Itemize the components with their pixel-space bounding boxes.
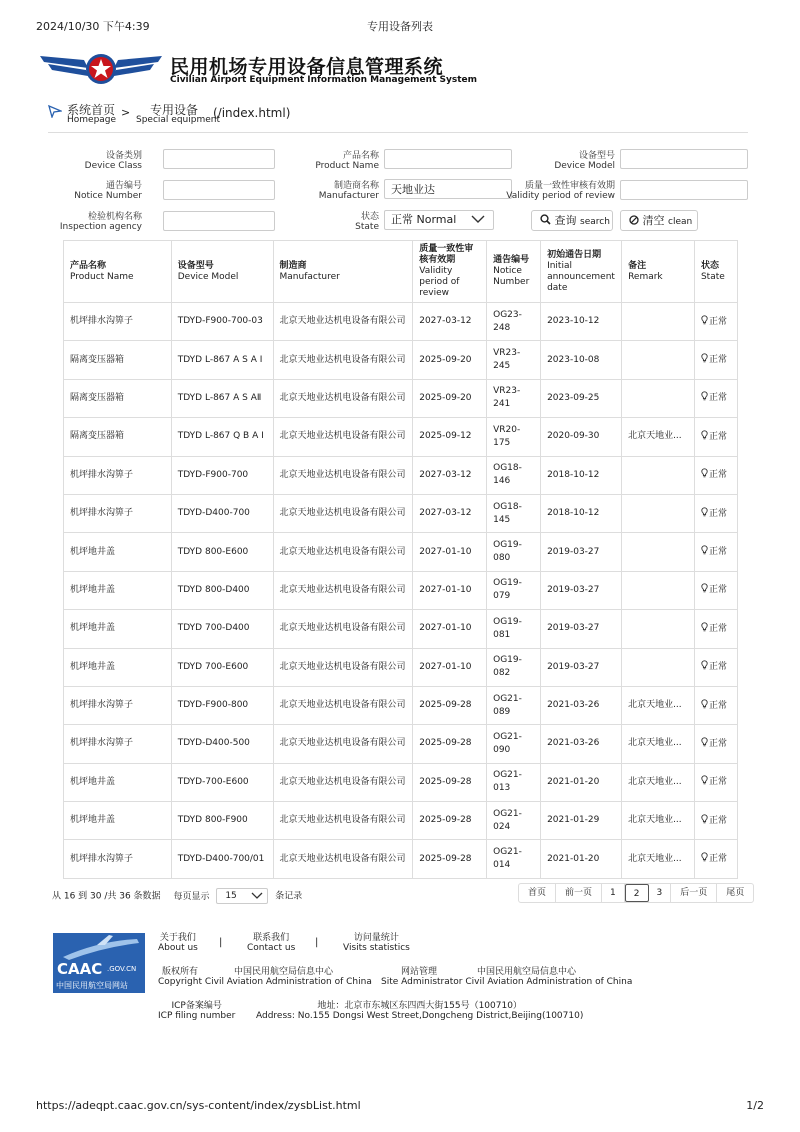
cell-initial-date: 2023-10-08 [541, 341, 622, 379]
product-name-label: 产品名称 Product Name [315, 151, 379, 171]
cell-initial-date: 2018-10-12 [541, 494, 622, 532]
table-row[interactable] [64, 379, 738, 417]
cell-device-model: TDYD L-867 Q B A I [171, 418, 273, 456]
cell-notice-number: VR20-175 [487, 418, 541, 456]
footer-separator: | [219, 937, 223, 948]
cell-validity: 2025-09-20 [413, 341, 487, 379]
table-row[interactable] [64, 494, 738, 532]
cell-device-model: TDYD 800-E600 [171, 533, 273, 571]
cell-initial-date: 2019-03-27 [541, 648, 622, 686]
cell-state [694, 341, 737, 379]
cell-notice-number: OG19-080 [487, 533, 541, 571]
page-1[interactable]: 1 [602, 884, 625, 902]
footer-icp: ICP备案编号 ICP filing number [158, 1001, 236, 1021]
device-class-input[interactable] [163, 149, 275, 169]
cell-remark[interactable]: 北京天地业... [622, 802, 695, 840]
cell-remark[interactable]: 北京天地业... [622, 840, 695, 878]
manufacturer-label: 制造商名称 Manufacturer [318, 181, 379, 201]
cell-state [694, 303, 737, 341]
cell-product-name[interactable]: 机坪排水沟箅子 [64, 456, 172, 494]
cell-manufacturer: 北京天地业达机电设备有限公司 [273, 763, 413, 801]
bulb-icon [701, 775, 708, 785]
search-icon [540, 214, 551, 225]
cell-device-model: TDYD L-867 A S A I [171, 341, 273, 379]
cell-product-name[interactable]: 隔离变压器箱 [64, 418, 172, 456]
cell-remark[interactable] [622, 379, 695, 417]
cell-state [694, 763, 737, 801]
table-row[interactable] [64, 802, 738, 840]
cell-product-name[interactable]: 机坪排水沟箅子 [64, 303, 172, 341]
divider [48, 132, 748, 133]
cell-validity: 2025-09-28 [413, 725, 487, 763]
page-next[interactable]: 后一页 [671, 884, 717, 902]
cell-initial-date: 2018-10-12 [541, 456, 622, 494]
cell-device-model: TDYD 700-E600 [171, 648, 273, 686]
cell-remark[interactable] [622, 571, 695, 609]
cell-notice-number: OG19-082 [487, 648, 541, 686]
cell-initial-date: 2019-03-27 [541, 571, 622, 609]
state-label: 状态 State [355, 212, 379, 232]
cell-remark[interactable] [622, 456, 695, 494]
cell-remark[interactable]: 北京天地业... [622, 763, 695, 801]
cell-notice-number: OG21-024 [487, 802, 541, 840]
cell-initial-date: 2021-03-26 [541, 686, 622, 724]
cell-device-model: TDYD L-867 A S AⅡ [171, 379, 273, 417]
state-text: 正常 [708, 738, 727, 749]
breadcrumb-separator: > [121, 106, 131, 119]
footer-copyright: 版权所有 中国民用航空局信息中心 Copyright Civil Aviation Administration of China [158, 967, 372, 987]
bulb-icon [701, 353, 708, 363]
cell-manufacturer: 北京天地业达机电设备有限公司 [273, 686, 413, 724]
pagination-info [52, 888, 302, 904]
equipment-table [63, 240, 738, 879]
chevron-down-icon [471, 214, 485, 224]
inspection-agency-label: 检验机构名称 Inspection agency [59, 212, 142, 232]
print-page-number: 1/2 [746, 1099, 764, 1112]
table-row[interactable] [64, 303, 738, 341]
footer-link-contact[interactable]: 联系我们 Contact us [247, 933, 296, 953]
device-class-label: 设备类别 Device Class [84, 151, 142, 171]
table-row[interactable] [64, 648, 738, 686]
cell-device-model: TDYD 800-D400 [171, 571, 273, 609]
state-text: 正常 [708, 547, 727, 558]
bulb-icon [701, 622, 708, 632]
table-row[interactable] [64, 418, 738, 456]
cell-initial-date: 2019-03-27 [541, 610, 622, 648]
site-title: 民用机场专用设备信息管理系统 [170, 56, 444, 78]
cell-product-name[interactable]: 隔离变压器箱 [64, 341, 172, 379]
cell-device-model: TDYD-F900-700 [171, 456, 273, 494]
cell-notice-number: OG19-079 [487, 571, 541, 609]
device-model-label: 设备型号 Device Model [554, 151, 615, 171]
cell-manufacturer: 北京天地业达机电设备有限公司 [273, 610, 413, 648]
page-2-current[interactable]: 2 [625, 884, 649, 902]
page-first[interactable]: 首页 [519, 884, 556, 902]
cell-device-model: TDYD-F900-700-03 [171, 303, 273, 341]
table-row[interactable] [64, 725, 738, 763]
cell-validity: 2025-09-20 [413, 379, 487, 417]
cell-manufacturer: 北京天地业达机电设备有限公司 [273, 303, 413, 341]
bulb-icon [701, 468, 708, 478]
cell-initial-date: 2021-03-26 [541, 725, 622, 763]
cell-notice-number: OG18-145 [487, 494, 541, 532]
header-notice-number[interactable]: 通告编号 Notice Number [487, 241, 541, 303]
airplane-icon [53, 933, 145, 963]
state-text: 正常 [708, 355, 727, 366]
cell-notice-number: OG21-013 [487, 763, 541, 801]
cell-state [694, 494, 737, 532]
cell-validity: 2025-09-28 [413, 686, 487, 724]
state-text: 正常 [708, 815, 727, 826]
cell-product-name[interactable]: 机坪地井盖 [64, 802, 172, 840]
table-header-row [64, 241, 738, 303]
cell-state [694, 840, 737, 878]
cell-product-name[interactable]: 机坪地井盖 [64, 571, 172, 609]
cell-device-model: TDYD-D400-700 [171, 494, 273, 532]
manufacturer-input[interactable]: 天地业达 [384, 179, 512, 199]
cell-notice-number: VR23-241 [487, 379, 541, 417]
state-text: 正常 [708, 316, 727, 327]
bulb-icon [701, 391, 708, 401]
cell-initial-date: 2021-01-20 [541, 840, 622, 878]
state-select-value: 正常 Normal [391, 213, 457, 226]
table-row[interactable] [64, 341, 738, 379]
product-name-input[interactable] [384, 149, 512, 169]
cell-manufacturer: 北京天地业达机电设备有限公司 [273, 379, 413, 417]
cell-notice-number: OG19-081 [487, 610, 541, 648]
state-text: 正常 [708, 585, 727, 596]
search-button[interactable]: 查询 search [531, 210, 613, 231]
cell-device-model: TDYD-F900-800 [171, 686, 273, 724]
cell-remark[interactable] [622, 648, 695, 686]
cell-validity: 2027-03-12 [413, 303, 487, 341]
cell-remark[interactable]: 北京天地业... [622, 418, 695, 456]
cell-remark[interactable] [622, 610, 695, 648]
breadcrumb-current-en[interactable]: Special equipment [136, 115, 220, 125]
state-text: 正常 [708, 777, 727, 788]
cell-state [694, 379, 737, 417]
validity-label: 质量一致性审核有效期 Validity period of review [506, 181, 615, 201]
footer-separator: | [315, 937, 319, 948]
cell-product-name[interactable]: 机坪地井盖 [64, 763, 172, 801]
cell-product-name[interactable]: 机坪排水沟箅子 [64, 494, 172, 532]
cell-product-name[interactable]: 机坪地井盖 [64, 533, 172, 571]
state-text: 正常 [708, 431, 727, 442]
state-select[interactable] [384, 210, 494, 230]
state-text: 正常 [708, 700, 727, 711]
notice-number-input[interactable] [163, 180, 275, 200]
cell-state [694, 648, 737, 686]
cell-validity: 2027-03-12 [413, 494, 487, 532]
site-subtitle: Civilian Airport Equipment Information Management System [170, 75, 477, 85]
state-text: 正常 [708, 662, 727, 673]
cell-validity: 2027-03-12 [413, 456, 487, 494]
cell-validity: 2025-09-28 [413, 763, 487, 801]
print-footer [0, 1099, 800, 1113]
footer-link-visits[interactable]: 访问量统计 Visits statistics [343, 933, 410, 953]
print-datetime: 2024/10/30 下午4:39 [36, 20, 150, 33]
cell-validity: 2027-01-10 [413, 610, 487, 648]
breadcrumb-home[interactable]: 系统首页 [67, 103, 116, 117]
cell-notice-number: OG21-090 [487, 725, 541, 763]
cell-notice-number: OG23-248 [487, 303, 541, 341]
per-page-select[interactable]: 15 [216, 888, 268, 904]
cell-product-name[interactable]: 隔离变压器箱 [64, 379, 172, 417]
print-title: 专用设备列表 [367, 20, 433, 33]
cell-state [694, 610, 737, 648]
cell-device-model: TDYD 700-D400 [171, 610, 273, 648]
page-last[interactable]: 尾页 [726, 888, 745, 898]
header-validity[interactable]: 质量一致性审核有效期 Validity period of review [413, 241, 487, 303]
state-text: 正常 [708, 508, 727, 519]
cell-state [694, 456, 737, 494]
header-product-name[interactable]: 产品名称 Product Name [64, 241, 172, 303]
cell-device-model: TDYD-D400-700/01 [171, 840, 273, 878]
header-initial-date[interactable]: 初始通告日期 Initial announcement date [541, 241, 622, 303]
cell-manufacturer: 北京天地业达机电设备有限公司 [273, 456, 413, 494]
cell-product-name[interactable]: 机坪排水沟箅子 [64, 725, 172, 763]
page-3[interactable]: 3 [649, 884, 672, 902]
state-text: 正常 [708, 854, 727, 865]
cell-notice-number: OG21-014 [487, 840, 541, 878]
print-url: https://adeqpt.caac.gov.cn/sys-content/index/zysbList.html [36, 1099, 361, 1112]
cell-initial-date: 2020-09-30 [541, 418, 622, 456]
per-page-label: 每页显示 [173, 891, 210, 902]
breadcrumb-home-en[interactable]: Homepage [67, 115, 117, 125]
cell-remark[interactable]: 北京天地业... [622, 725, 695, 763]
cell-validity: 2027-01-10 [413, 571, 487, 609]
cell-validity: 2027-01-10 [413, 648, 487, 686]
records-label: 条记录 [275, 891, 303, 902]
footer-link-about[interactable]: 关于我们 About us [158, 933, 198, 953]
cell-manufacturer: 北京天地业达机电设备有限公司 [273, 648, 413, 686]
cell-device-model: TDYD 800-F900 [171, 802, 273, 840]
notice-number-label: 通告编号 Notice Number [74, 181, 142, 201]
bulb-icon [701, 507, 708, 517]
cell-state [694, 418, 737, 456]
table-row[interactable] [64, 533, 738, 571]
bulb-icon [701, 430, 708, 440]
table-row[interactable] [64, 763, 738, 801]
cell-manufacturer: 北京天地业达机电设备有限公司 [273, 533, 413, 571]
bulb-icon [701, 852, 708, 862]
cell-product-name[interactable]: 机坪排水沟箅子 [64, 840, 172, 878]
cell-initial-date: 2021-01-20 [541, 763, 622, 801]
table-row[interactable] [64, 571, 738, 609]
cell-validity: 2025-09-12 [413, 418, 487, 456]
clear-icon [629, 215, 639, 225]
cell-state [694, 686, 737, 724]
navigation-arrow-icon [48, 104, 62, 118]
inspection-agency-input[interactable] [163, 211, 275, 231]
cell-manufacturer: 北京天地业达机电设备有限公司 [273, 840, 413, 878]
pagination-summary: 从 16 到 30 /共 36 条数据 [52, 891, 161, 902]
cell-validity: 2027-01-10 [413, 533, 487, 571]
cell-state [694, 725, 737, 763]
chevron-down-icon [251, 892, 263, 900]
cell-manufacturer: 北京天地业达机电设备有限公司 [273, 571, 413, 609]
table-row[interactable] [64, 840, 738, 878]
header-device-model[interactable]: 设备型号 Device Model [171, 241, 273, 303]
cell-manufacturer: 北京天地业达机电设备有限公司 [273, 725, 413, 763]
page-prev[interactable]: 前一页 [556, 884, 602, 902]
cell-product-name[interactable]: 机坪排水沟箅子 [64, 686, 172, 724]
breadcrumb-path: (/index.html) [213, 106, 291, 120]
logo-caption: 中国民用航空局网站 [56, 981, 128, 990]
validity-input[interactable] [620, 180, 748, 200]
caac-gov-logo[interactable] [53, 933, 145, 993]
logo-domain: .GOV.CN [107, 965, 137, 973]
table-row[interactable] [64, 686, 738, 724]
cell-manufacturer: 北京天地业达机电设备有限公司 [273, 802, 413, 840]
bulb-icon [701, 699, 708, 709]
table-row[interactable] [64, 610, 738, 648]
cell-remark[interactable] [622, 494, 695, 532]
cell-manufacturer: 北京天地业达机电设备有限公司 [273, 418, 413, 456]
footer-admin: 网站管理 中国民用航空局信息中心 Site Administrator Civil Aviation Administration of China [381, 967, 633, 987]
header-state[interactable]: 状态 State [694, 241, 737, 303]
cell-state [694, 802, 737, 840]
cell-manufacturer: 北京天地业达机电设备有限公司 [273, 341, 413, 379]
bulb-icon [701, 315, 708, 325]
bulb-icon [701, 545, 708, 555]
cell-notice-number: OG18-146 [487, 456, 541, 494]
pagination [518, 883, 754, 903]
cell-initial-date: 2021-01-29 [541, 802, 622, 840]
clean-button[interactable]: 清空 clean [620, 210, 698, 231]
table-row[interactable] [64, 456, 738, 494]
bulb-icon [701, 737, 708, 747]
cell-initial-date: 2019-03-27 [541, 533, 622, 571]
device-model-input[interactable] [620, 149, 748, 169]
bulb-icon [701, 583, 708, 593]
print-header [0, 18, 800, 34]
cell-remark[interactable] [622, 303, 695, 341]
cell-initial-date: 2023-10-12 [541, 303, 622, 341]
bulb-icon [701, 814, 708, 824]
caac-wings-logo[interactable] [38, 50, 164, 90]
cell-validity: 2025-09-28 [413, 840, 487, 878]
footer-address: 地址：北京市东城区东四西大街155号（100710） Address: No.155 Dongsi West Street,Dongcheng District,Beijing(100710) [256, 1001, 584, 1021]
breadcrumb-current[interactable]: 专用设备 [150, 103, 199, 117]
cell-notice-number: OG21-089 [487, 686, 541, 724]
header-remark[interactable]: 备注 Remark [622, 241, 695, 303]
cell-manufacturer: 北京天地业达机电设备有限公司 [273, 494, 413, 532]
state-text: 正常 [708, 623, 727, 634]
bulb-icon [701, 660, 708, 670]
logo-text: CAAC [57, 960, 103, 978]
cell-remark[interactable]: 北京天地业... [622, 686, 695, 724]
cell-notice-number: VR23-245 [487, 341, 541, 379]
state-text: 正常 [708, 393, 727, 404]
cell-state [694, 571, 737, 609]
cell-remark[interactable] [622, 341, 695, 379]
cell-validity: 2025-09-28 [413, 802, 487, 840]
cell-device-model: TDYD-D400-500 [171, 725, 273, 763]
cell-device-model: TDYD-700-E600 [171, 763, 273, 801]
cell-product-name[interactable]: 机坪地井盖 [64, 610, 172, 648]
cell-product-name[interactable]: 机坪地井盖 [64, 648, 172, 686]
state-text: 正常 [708, 470, 727, 481]
cell-state [694, 533, 737, 571]
header-manufacturer[interactable]: 制造商 Manufacturer [273, 241, 413, 303]
cell-initial-date: 2023-09-25 [541, 379, 622, 417]
cell-remark[interactable] [622, 533, 695, 571]
